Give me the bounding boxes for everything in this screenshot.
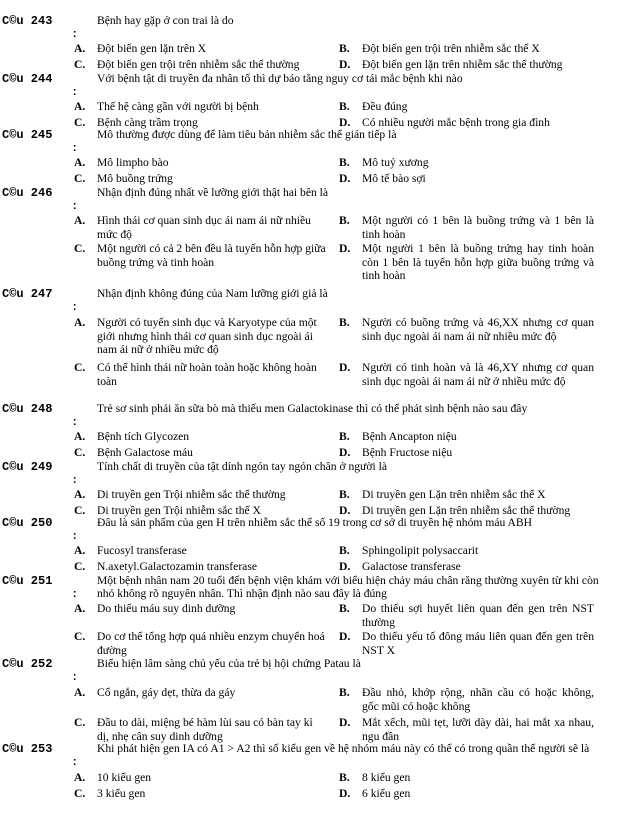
- option-letter: A.: [74, 686, 86, 699]
- option-letter: C.: [74, 361, 86, 374]
- option-text: Sphingolipit polysaccarit: [362, 544, 479, 557]
- question-colon: :: [71, 29, 78, 41]
- question-header: [0, 516, 638, 543]
- question-colon: :: [71, 589, 78, 601]
- question-number: C©u 247: [2, 287, 53, 301]
- option-letter: A.: [74, 100, 86, 113]
- option-text: Đột biến gen trội trên nhiễm sắc thể thường: [97, 58, 300, 71]
- option-letter: A.: [74, 214, 86, 227]
- option-letter: D.: [339, 361, 351, 374]
- option-letter: C.: [74, 716, 86, 729]
- option-letter: D.: [339, 630, 351, 643]
- option-letter: D.: [339, 116, 351, 129]
- option-letter: C.: [74, 787, 86, 800]
- option-letter: C.: [74, 446, 86, 459]
- question-number: C©u 251: [2, 574, 53, 588]
- option-text: Mắt xếch, mũi tẹt, lưỡi dày dài, hai mắt xa nhau, ngu đần: [362, 716, 594, 743]
- question-block: [0, 574, 638, 657]
- option-text: Bệnh Fructose niệu: [362, 446, 453, 459]
- option-letter: A.: [74, 602, 86, 615]
- question-header: [0, 460, 638, 487]
- option-text: Mô tuỷ xương: [362, 156, 429, 169]
- option-text: N.axetyl.Galactozamin transferase: [97, 560, 257, 573]
- question-number: C©u 243: [2, 14, 53, 28]
- option-letter: D.: [339, 787, 351, 800]
- question-colon: :: [71, 87, 78, 99]
- option-text: Đầu to dài, miệng bé hàm lùi sau có bàn tay kì dị, nhẹ cân suy dinh dưỡng: [97, 716, 313, 743]
- option-text: Đầu nhỏ, khớp rộng, nhãn cầu có hoặc không, gốc mũi có hoặc không: [362, 686, 594, 713]
- question-text: Trẻ sơ sinh phải ăn sữa bò mà thiếu men Galactokinase thì có thể phát sinh bệnh nào sau đây: [97, 402, 528, 415]
- option-text: Người có tuyến sinh dục và Karyotype của một giới nhưng hình thái cơ quan sinh dục ngoài ái nam ái nữ ở nhiều mức độ: [97, 316, 317, 356]
- option-text: Bệnh càng trầm trọng: [97, 116, 198, 129]
- option-text: Bệnh Ancapton niệu: [362, 430, 457, 443]
- option-text: Mô limpho bào: [97, 156, 169, 169]
- question-text: Khi phát hiện gen IA có A1 > A2 thì số kiểu gen về hệ nhóm máu này có thể có trong quần thể người sẽ là: [97, 742, 590, 755]
- option-letter: B.: [339, 771, 350, 784]
- question-colon: :: [71, 143, 78, 155]
- question-header: [0, 72, 638, 99]
- option-text: Đột biến gen lặn trên X: [97, 42, 207, 55]
- question-number: C©u 250: [2, 516, 53, 530]
- option-letter: B.: [339, 544, 350, 557]
- option-letter: D.: [339, 716, 351, 729]
- option-text: Bệnh Galactose máu: [97, 446, 193, 459]
- option-letter: B.: [339, 100, 350, 113]
- option-letter: B.: [339, 42, 350, 55]
- option-text: Có nhiều người mắc bệnh trong gia đình: [362, 116, 550, 129]
- option-text: 3 kiểu gen: [97, 787, 146, 800]
- option-letter: C.: [74, 116, 86, 129]
- question-text: Đâu là sản phẩm của gen H trên nhiễm sắc thể số 19 trong cơ sở di truyền hệ nhóm máu ABH: [97, 516, 533, 529]
- option-letter: A.: [74, 156, 86, 169]
- option-text: Một người có cả 2 bên đều là tuyến hỗn hợp giữa buồng trứng và tinh hoàn: [97, 242, 326, 269]
- option-letter: A.: [74, 488, 86, 501]
- question-block: [0, 516, 638, 573]
- option-letter: A.: [74, 544, 86, 557]
- question-header: [0, 287, 638, 314]
- question-colon: :: [71, 417, 78, 429]
- option-text: Có thể hình thái nữ hoàn toàn hoặc không hoàn toàn: [97, 361, 317, 388]
- question-block: [0, 14, 638, 71]
- question-block: [0, 657, 638, 743]
- question-text: Mô thường được dùng để làm tiêu bản nhiễm sắc thể gián tiếp là: [97, 128, 397, 141]
- option-text: Do thiếu yếu tố đông máu liên quan đến gen trên NST X: [362, 630, 594, 657]
- question-text: Biểu hiện lâm sàng chủ yếu của trẻ bị hội chứng Patau là: [97, 657, 361, 670]
- option-letter: D.: [339, 446, 351, 459]
- option-letter: A.: [74, 771, 86, 784]
- option-letter: B.: [339, 214, 350, 227]
- question-number: C©u 252: [2, 657, 53, 671]
- option-letter: A.: [74, 316, 86, 329]
- option-letter: B.: [339, 488, 350, 501]
- question-number: C©u 246: [2, 186, 53, 200]
- option-text: Di truyền gen Lặn trên nhiễm sắc thể thường: [362, 504, 571, 517]
- option-letter: D.: [339, 242, 351, 255]
- option-letter: C.: [74, 172, 86, 185]
- question-text: Nhận định đúng nhất về lưỡng giới thật hai bên là: [97, 186, 329, 199]
- option-letter: D.: [339, 58, 351, 71]
- question-header: [0, 14, 638, 41]
- question-text: Tính chất di truyền của tật dính ngón tay ngón chân ở người là: [97, 460, 387, 473]
- option-letter: A.: [74, 42, 86, 55]
- question-number: C©u 248: [2, 402, 53, 416]
- option-text: 6 kiểu gen: [362, 787, 411, 800]
- option-text: Do cơ thể tổng hợp quá nhiều enzym chuyển hoá đường: [97, 630, 325, 657]
- option-text: Một người có 1 bên là buồng trứng và 1 bên là tinh hoàn: [362, 214, 594, 241]
- option-letter: C.: [74, 58, 86, 71]
- question-block: [0, 72, 638, 129]
- option-letter: C.: [74, 242, 86, 255]
- option-letter: C.: [74, 560, 86, 573]
- option-text: Người có buồng trứng và 46,XX nhưng cơ quan sinh dục ngoài ái nam ái nữ nhiều mức độ: [362, 316, 594, 343]
- option-text: Người có tinh hoàn và là 46,XY nhưng cơ quan sinh dục ngoài ái nam ái nữ ở nhiều mức độ: [362, 361, 594, 388]
- question-block: [0, 287, 638, 388]
- question-block: [0, 742, 638, 800]
- question-colon: :: [71, 201, 78, 213]
- question-header: [0, 574, 638, 601]
- question-number: C©u 244: [2, 72, 53, 86]
- question-block: [0, 402, 638, 459]
- option-text: Một người 1 bên là buồng trứng hay tinh hoàn còn 1 bên là tuyến hỗn hợp giữa buồng trứng và tinh hoàn: [362, 242, 594, 282]
- question-block: [0, 460, 638, 517]
- option-text: Hình thái cơ quan sinh dục ái nam ái nữ nhiều mức độ: [97, 214, 311, 241]
- question-colon: :: [71, 757, 78, 769]
- option-text: 10 kiểu gen: [97, 771, 152, 784]
- question-colon: :: [71, 302, 78, 314]
- question-number: C©u 245: [2, 128, 53, 142]
- option-letter: A.: [74, 430, 86, 443]
- option-text: Di truyền gen Trội nhiễm sắc thể thường: [97, 488, 286, 501]
- option-text: Di truyền gen Lặn trên nhiễm sắc thể X: [362, 488, 546, 501]
- question-number: C©u 249: [2, 460, 53, 474]
- option-text: Bệnh tích Glycozen: [97, 430, 190, 443]
- option-text: Thế hệ càng gần với người bị bệnh: [97, 100, 259, 113]
- option-letter: D.: [339, 172, 351, 185]
- option-text: Đột biến gen lặn trên nhiễm sắc thể thường: [362, 58, 563, 71]
- option-text: Fucosyl transferase: [97, 544, 187, 557]
- option-text: Đột biến gen trội trên nhiễm sắc thể X: [362, 42, 540, 55]
- option-text: 8 kiểu gen: [362, 771, 411, 784]
- question-header: [0, 657, 638, 684]
- option-text: Mô tế bào sợi: [362, 172, 426, 185]
- question-text: Bệnh hay gặp ở con trai là do: [97, 14, 234, 27]
- question-header: [0, 186, 638, 213]
- option-text: Mô buồng trứng: [97, 172, 173, 185]
- option-letter: B.: [339, 602, 350, 615]
- question-header: [0, 402, 638, 429]
- option-text: Do thiếu máu suy dinh dưỡng: [97, 602, 236, 615]
- question-colon: :: [71, 475, 78, 487]
- option-text: Galactose transferase: [362, 560, 461, 573]
- option-text: Di truyền gen Trội nhiễm sắc thể X: [97, 504, 261, 517]
- option-letter: B.: [339, 316, 350, 329]
- option-letter: D.: [339, 504, 351, 517]
- question-colon: :: [71, 672, 78, 684]
- question-number: C©u 253: [2, 742, 53, 756]
- option-letter: C.: [74, 630, 86, 643]
- option-text: Cổ ngắn, gáy dẹt, thừa da gáy: [97, 686, 236, 699]
- question-colon: :: [71, 531, 78, 543]
- option-letter: C.: [74, 504, 86, 517]
- option-letter: D.: [339, 560, 351, 573]
- question-block: [0, 186, 638, 282]
- option-letter: B.: [339, 686, 350, 699]
- question-block: [0, 128, 638, 185]
- question-text: Một bệnh nhân nam 20 tuổi đến bệnh viện khám với biểu hiện chảy máu chân răng thường xuyên từ khi còn nhỏ không rõ nguyên nhân. Thì nhận định nào sau đây là đúng: [97, 574, 599, 600]
- option-letter: B.: [339, 430, 350, 443]
- question-header: [0, 128, 638, 155]
- question-text: Nhận định không đúng của Nam lưỡng giới giả là: [97, 287, 328, 300]
- question-text: Với bệnh tật di truyền đa nhân tố thì dự báo tăng nguy cơ tái mắc bệnh khi nào: [97, 72, 463, 85]
- question-header: [0, 742, 638, 769]
- option-text: Đều đúng: [362, 100, 408, 113]
- option-letter: B.: [339, 156, 350, 169]
- option-text: Do thiếu sợi huyết liên quan đến gen trên NST thường: [362, 602, 594, 629]
